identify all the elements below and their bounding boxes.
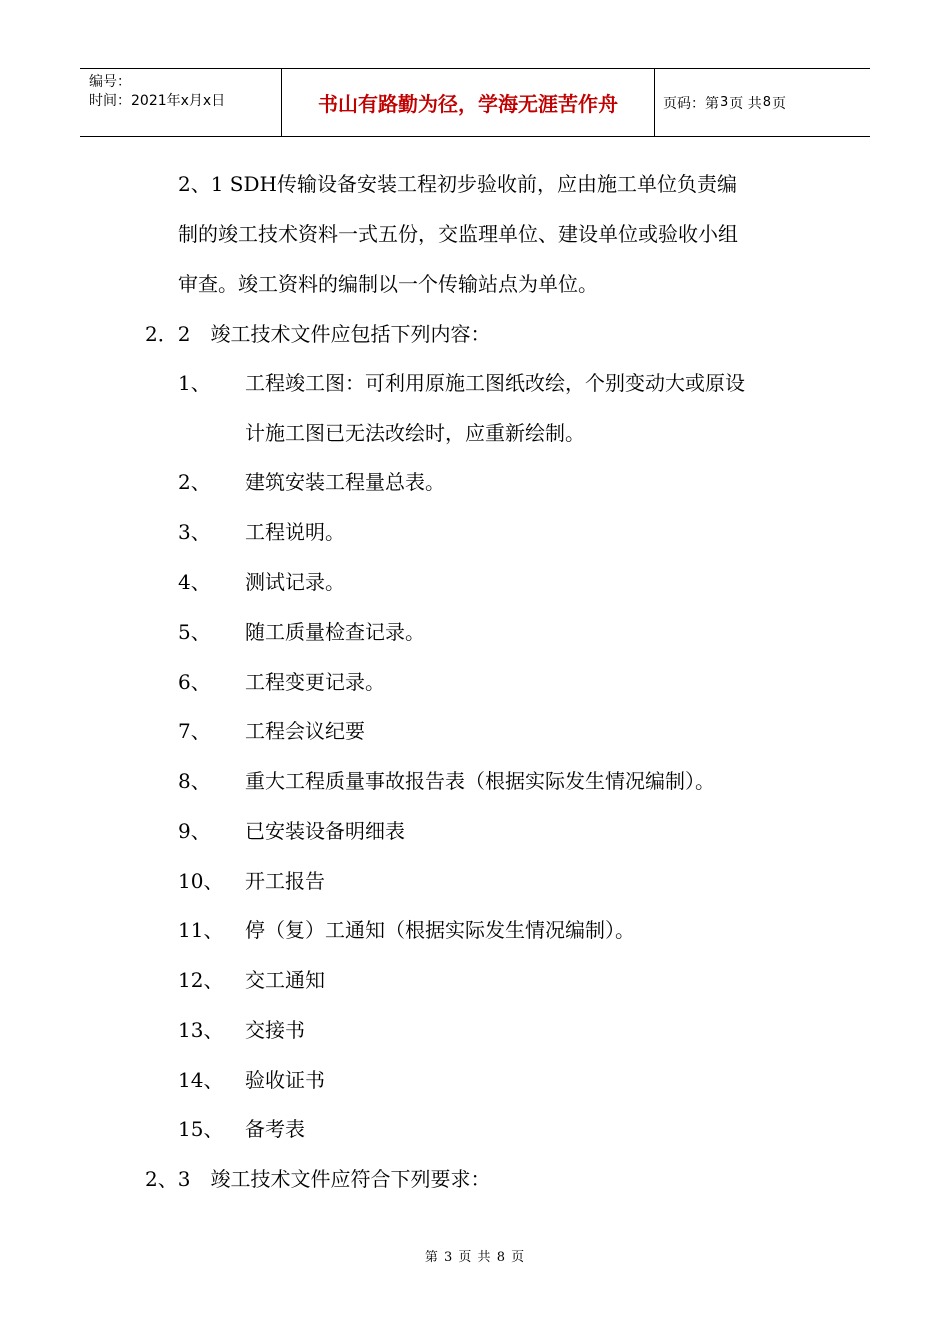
section-2-1-line-3: 审查。竣工资料的编制以一个传输站点为单位。 xyxy=(178,272,598,296)
list-item-text: 工程竣工图：可利用原施工图纸改绘，个别变动大或原设 xyxy=(245,371,745,395)
list-item-text: 验收证书 xyxy=(245,1068,325,1092)
list-item-number: 11、 xyxy=(178,918,224,942)
list-item-number: 10、 xyxy=(178,869,224,893)
list-item-text: 开工报告 xyxy=(245,869,325,893)
header-motto: 书山有路勤为径，学海无涯苦作舟 xyxy=(282,69,655,136)
list-item-text: 交接书 xyxy=(245,1018,305,1042)
number-label: 编号： xyxy=(89,74,131,90)
list-item-text: 重大工程质量事故报告表（根据实际发生情况编制）。 xyxy=(245,769,715,793)
time-label: 时间：2021年x月x日 xyxy=(89,93,226,109)
list-item-number: 6、 xyxy=(178,670,211,694)
list-item-text: 停（复）工通知（根据实际发生情况编制）。 xyxy=(245,918,635,942)
section-2-1-line-1: 2、1 SDH传输设备安装工程初步验收前，应由施工单位负责编 xyxy=(178,172,737,196)
list-item-number: 2、 xyxy=(178,470,211,494)
section-2-2-heading: 2．2 竣工技术文件应包括下列内容： xyxy=(145,322,491,346)
section-2-3-heading: 2、3 竣工技术文件应符合下列要求： xyxy=(145,1167,491,1191)
page-suffix: 页 xyxy=(772,95,787,112)
section-2-1-line-2: 制的竣工技术资料一式五份，交监理单位、建设单位或验收小组 xyxy=(178,222,738,246)
list-item-text: 已安装设备明细表 xyxy=(245,819,405,843)
list-item-number: 13、 xyxy=(178,1018,224,1042)
list-item-number: 8、 xyxy=(178,769,211,793)
page-footer: 第 3 页 共 8 页 xyxy=(424,1250,526,1265)
list-item-text: 工程说明。 xyxy=(245,520,345,544)
page-current: 3 xyxy=(720,95,729,110)
list-item-text: 建筑安装工程量总表。 xyxy=(245,470,445,494)
page-total: 8 xyxy=(762,95,772,110)
header-page-info xyxy=(655,69,870,136)
list-item-number: 3、 xyxy=(178,520,211,544)
list-item-number: 5、 xyxy=(178,620,211,644)
list-item-continuation: 计施工图已无法改绘时，应重新绘制。 xyxy=(245,421,585,445)
page-mid: 页 共 xyxy=(729,95,762,112)
list-item-number: 15、 xyxy=(178,1117,224,1141)
page-header xyxy=(80,68,870,137)
list-item-number: 1、 xyxy=(178,371,211,395)
list-item-text: 交工通知 xyxy=(245,968,325,992)
page-prefix: 页码：第 xyxy=(663,95,719,112)
list-item-number: 12、 xyxy=(178,968,224,992)
header-meta xyxy=(80,69,282,136)
list-item-text: 工程会议纪要 xyxy=(245,719,365,743)
list-item-number: 9、 xyxy=(178,819,211,843)
list-item-text: 随工质量检查记录。 xyxy=(245,620,425,644)
list-item-text: 测试记录。 xyxy=(245,570,345,594)
list-item-text: 备考表 xyxy=(245,1117,305,1141)
list-item-number: 4、 xyxy=(178,570,211,594)
list-item-text: 工程变更记录。 xyxy=(245,670,385,694)
list-item-number: 7、 xyxy=(178,719,211,743)
list-item-number: 14、 xyxy=(178,1068,224,1092)
